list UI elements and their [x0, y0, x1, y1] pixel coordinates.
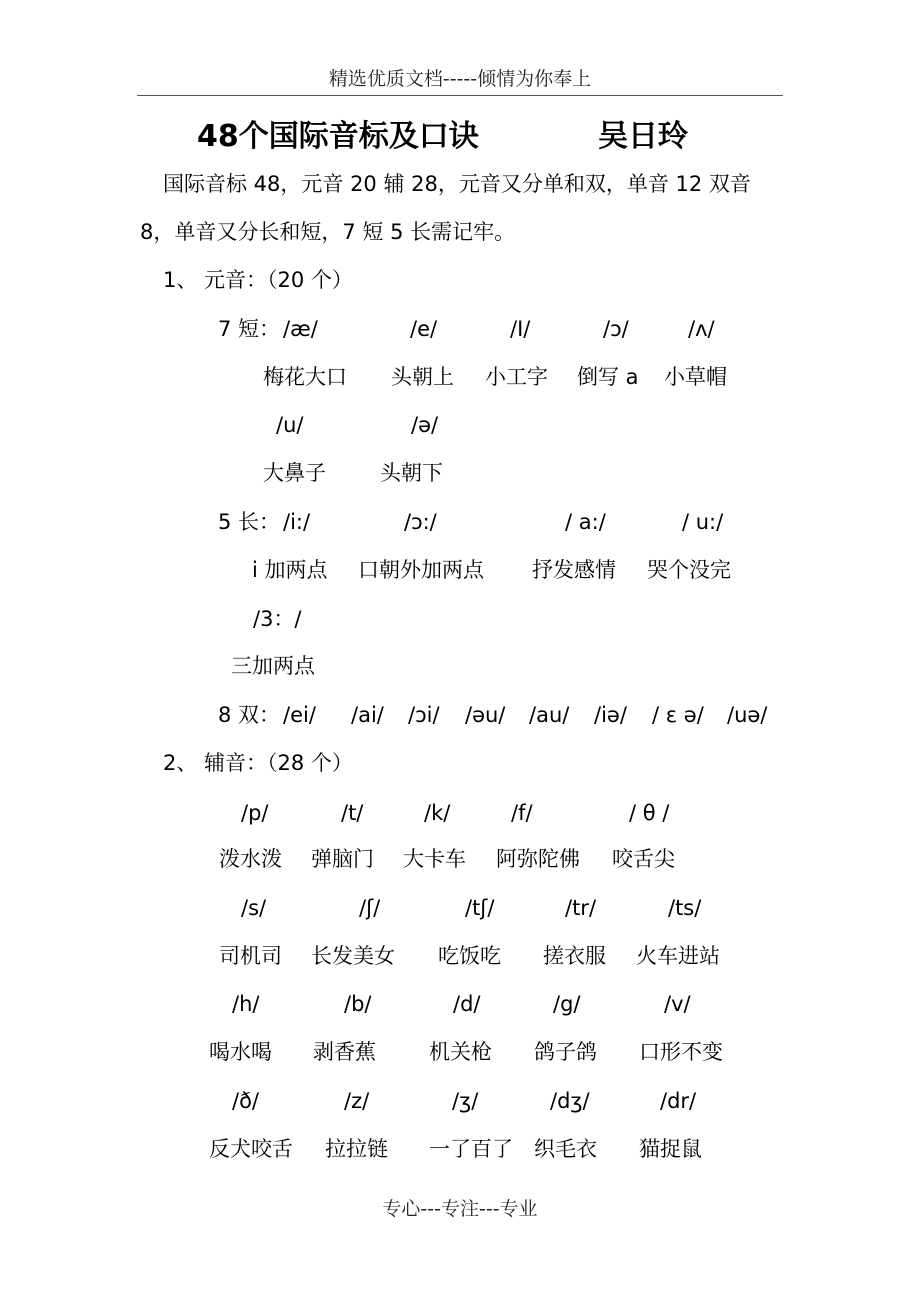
phonetic-symbol: / u:/	[682, 510, 724, 534]
phonetic-symbol: /ə/	[411, 413, 439, 437]
phonetic-symbol: /3：/	[253, 607, 302, 631]
mnemonic-tip: 喝水喝	[209, 1040, 272, 1064]
mnemonic-tip: 弹脑门	[311, 847, 374, 871]
intro-line-2: 8，单音又分长和短，7 短 5 长需记牢。	[140, 220, 516, 244]
phonetic-symbol: /tʃ/	[465, 896, 495, 920]
mnemonic-tip: 泼水泼	[219, 847, 282, 871]
diphthongs-label: 8 双：	[218, 703, 281, 727]
short-vowels-label: 7 短：	[218, 317, 281, 341]
mnemonic-tip: 火车进站	[636, 944, 720, 968]
mnemonic-tip: 小草帽	[664, 365, 727, 389]
mnemonic-tip: 反犬咬舌	[209, 1137, 293, 1161]
mnemonic-tip: 搓衣服	[543, 944, 606, 968]
phonetic-symbol: /iə/	[594, 703, 627, 727]
phonetic-symbol: /ts/	[668, 896, 702, 920]
page-footer: 专心---专注---专业	[382, 1198, 538, 1220]
mnemonic-tip: 口朝外加两点	[358, 558, 484, 582]
mnemonic-tip: 长发美女	[311, 944, 395, 968]
mnemonic-tip: 剥香蕉	[313, 1040, 376, 1064]
phonetic-symbol: /g/	[553, 992, 581, 1016]
phonetic-symbol: /uə/	[727, 703, 768, 727]
mnemonic-tip: 司机司	[219, 944, 282, 968]
page-title: 48个国际音标及口诀	[197, 119, 479, 154]
phonetic-symbol: / ε ə/	[652, 703, 704, 727]
phonetic-symbol: /f/	[511, 801, 533, 825]
phonetic-symbol: /u/	[276, 413, 304, 437]
phonetic-symbol: /ʃ/	[359, 896, 381, 920]
intro-line-1: 国际音标 48，元音 20 辅 28，元音又分单和双，单音 12 双音	[163, 172, 751, 196]
phonetic-symbol: /ɔ/	[603, 317, 629, 341]
mnemonic-tip: 鸽子鸽	[534, 1040, 597, 1064]
mnemonic-tip: 头朝上	[391, 365, 454, 389]
phonetic-symbol: /dʒ/	[550, 1089, 590, 1113]
mnemonic-tip: 哭个没完	[647, 558, 731, 582]
consonants-heading: 2、 辅音：（28 个）	[163, 751, 353, 775]
page-header: 精选优质文档-----倾情为你奉上	[328, 68, 592, 90]
mnemonic-tip: 口形不变	[639, 1040, 723, 1064]
mnemonic-tip: i 加两点	[252, 558, 328, 582]
mnemonic-tip: 阿弥陀佛	[496, 847, 580, 871]
phonetic-symbol: /dr/	[660, 1089, 697, 1113]
phonetic-symbol: /ʌ/	[688, 317, 715, 341]
phonetic-symbol: / θ /	[629, 801, 670, 825]
mnemonic-tip: 三加两点	[231, 654, 315, 678]
header-rule	[137, 95, 783, 96]
mnemonic-tip: 头朝下	[380, 461, 443, 485]
author-name: 吴日玲	[598, 119, 688, 154]
mnemonic-tip: 吃饭吃	[438, 944, 501, 968]
phonetic-symbol: /t/	[341, 801, 364, 825]
mnemonic-tip: 抒发感情	[532, 558, 616, 582]
phonetic-symbol: /I/	[510, 317, 531, 341]
mnemonic-tip: 倒写 a	[577, 365, 639, 389]
phonetic-symbol: /i:/	[283, 510, 311, 534]
long-vowels-label: 5 长：	[218, 510, 281, 534]
phonetic-symbol: /ei/	[283, 703, 316, 727]
mnemonic-tip: 大卡车	[403, 847, 466, 871]
phonetic-symbol: /z/	[344, 1089, 370, 1113]
vowels-heading: 1、 元音：（20 个）	[163, 268, 353, 292]
mnemonic-tip: 织毛衣	[534, 1137, 597, 1161]
phonetic-symbol: /ʒ/	[452, 1089, 479, 1113]
mnemonic-tip: 小工字	[485, 365, 548, 389]
phonetic-symbol: /au/	[529, 703, 570, 727]
phonetic-symbol: /æ/	[283, 317, 318, 341]
phonetic-symbol: /tr/	[565, 896, 597, 920]
mnemonic-tip: 梅花大口	[263, 365, 347, 389]
mnemonic-tip: 拉拉链	[325, 1137, 388, 1161]
phonetic-symbol: /ɔ:/	[404, 510, 437, 534]
phonetic-symbol: /ð/	[232, 1089, 259, 1113]
mnemonic-tip: 咬舌尖	[612, 847, 675, 871]
phonetic-symbol: /k/	[424, 801, 451, 825]
phonetic-symbol: /p/	[241, 801, 269, 825]
phonetic-symbol: /əu/	[465, 703, 506, 727]
phonetic-symbol: /b/	[344, 992, 372, 1016]
mnemonic-tip: 一了百了	[429, 1137, 513, 1161]
mnemonic-tip: 大鼻子	[263, 461, 326, 485]
phonetic-symbol: /e/	[410, 317, 438, 341]
mnemonic-tip: 机关枪	[429, 1040, 492, 1064]
mnemonic-tip: 猫捉鼠	[639, 1137, 702, 1161]
phonetic-symbol: /ɔi/	[408, 703, 440, 727]
phonetic-symbol: /d/	[453, 992, 481, 1016]
phonetic-symbol: / a:/	[565, 510, 606, 534]
phonetic-symbol: /ai/	[351, 703, 384, 727]
phonetic-symbol: /v/	[664, 992, 691, 1016]
phonetic-symbol: /h/	[232, 992, 260, 1016]
phonetic-symbol: /s/	[241, 896, 267, 920]
